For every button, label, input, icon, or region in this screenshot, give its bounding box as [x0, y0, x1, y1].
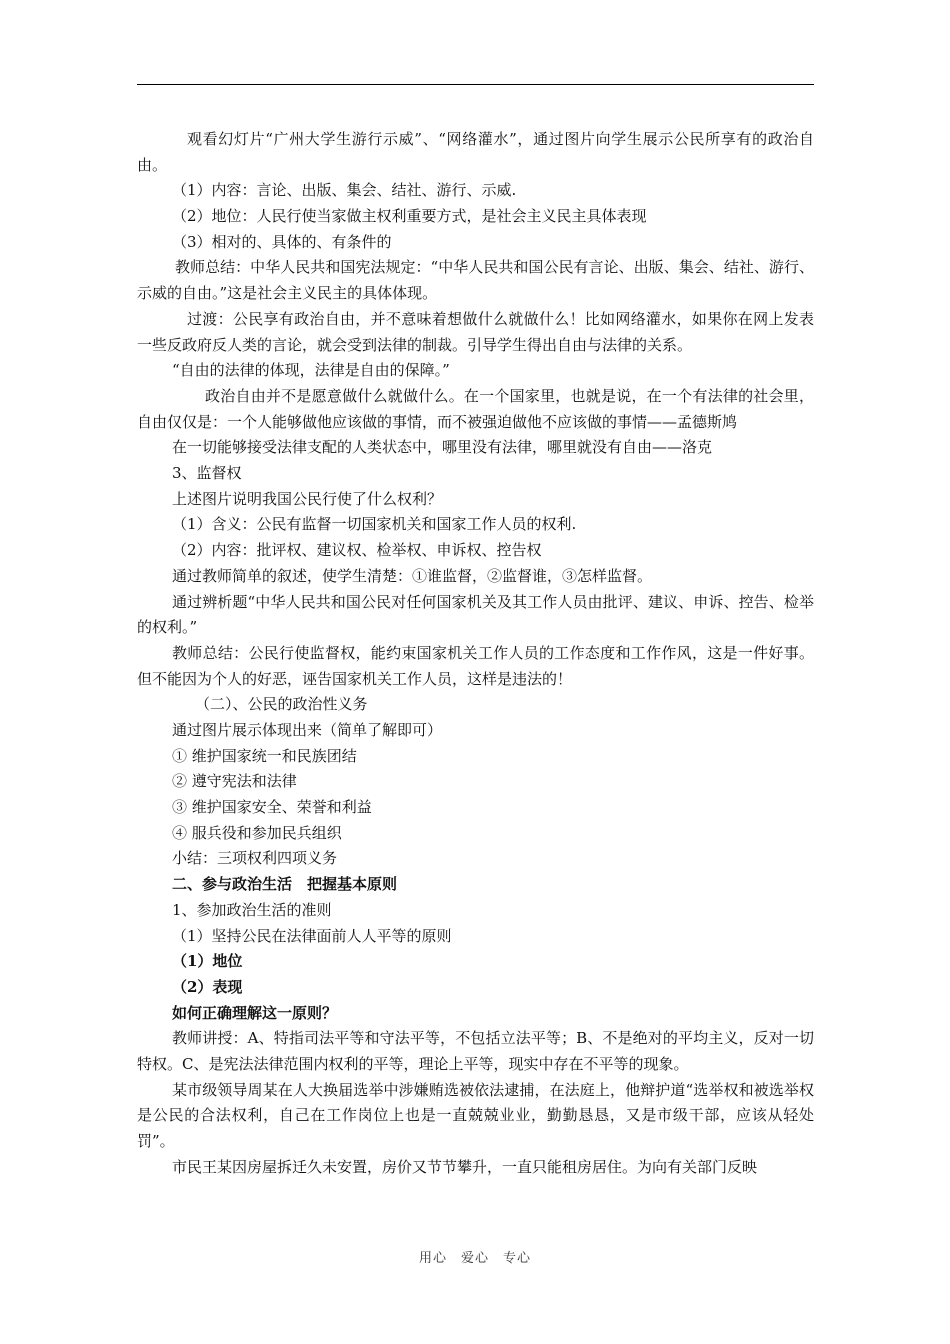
question-heading: 如何正确理解这一原则？: [172, 1003, 338, 1022]
list-item: （2）内容：批评权、建议权、检举权、申诉权、控告权: [172, 541, 542, 560]
document-body: [137, 127, 814, 1180]
list-item: （2）表现: [172, 977, 243, 996]
paragraph: 过渡：公民享有政治自由，并不意味着想做什么就做什么！比如网络灌水，如果你在网上发表一些反政府反人类的言论，就会受到法律的制裁。引导学生得出自由与法律的关系。: [137, 309, 814, 354]
quote-line: 在一切能够接受法律支配的人类状态中，哪里没有法律，哪里就没有自由——洛克: [172, 438, 713, 457]
text-line: 通过图片展示体现出来（简单了解即可）: [172, 721, 443, 739]
section-heading: 3、监督权: [172, 464, 242, 483]
list-item: （1）内容：言论、出版、集会、结社、游行、示威.: [172, 181, 517, 200]
quote-line: “自由的法律的体现，法律是自由的保障。”: [172, 361, 450, 380]
list-item: （3）相对的、具体的、有条件的: [172, 232, 392, 251]
list-item: （1）地位: [172, 952, 243, 971]
list-item: （1）坚持公民在法律面前人人平等的原则: [172, 926, 452, 945]
section-heading: （二）、公民的政治性义务: [195, 695, 368, 714]
paragraph: 某市级领导周某在人大换届选举中涉嫌贿选被依法逮捕，在法庭上，他辩护道“选举权和被选举权是公民的合法权利，自己在工作岗位上也是一直兢兢业业，勤勤恳恳，又是市级干部，应该从轻处罚”。: [137, 1080, 814, 1151]
list-item: ① 维护国家统一和民族团结: [172, 746, 357, 765]
paragraph: 教师总结：中华人民共和国宪法规定：“中华人民共和国公民有言论、出版、集会、结社、游行、示威的自由。”这是社会主义民主的具体体现。: [137, 258, 814, 303]
summary-line: 小结：三项权利四项义务: [172, 849, 338, 868]
paragraph: 教师总结：公民行使监督权，能约束国家机关工作人员的工作态度和工作作风，这是一件好事。但不能因为个人的好恶，诬告国家机关工作人员，这样是违法的！: [137, 643, 814, 688]
quote-paragraph: 政治自由并不是愿意做什么就做什么。在一个国家里，也就是说，在一个有法律的社会里，自由仅仅是：一个人能够做他应该做的事情，而不被强迫做他不应该做的事情——孟德斯鸠: [137, 386, 814, 431]
paragraph: 通过辨析题“中华人民共和国公民对任何国家机关及其工作人员由批评、建议、申诉、控告、检举的权利。”: [137, 592, 814, 637]
paragraph: 观看幻灯片“广州大学生游行示威”、“网络灌水”，通过图片向学生展示公民所享有的政治自由。: [137, 130, 814, 174]
list-item: ③ 维护国家安全、荣誉和利益: [172, 798, 372, 817]
subsection-heading: 1、参加政治生活的准则: [172, 900, 332, 919]
text-line: 上述图片说明我国公民行使了什么权利？: [172, 489, 443, 508]
page-footer: 用心 爱心 专心: [418, 1251, 531, 1266]
list-item: ④ 服兵役和参加民兵组织: [172, 823, 342, 842]
list-item: （1）含义：公民有监督一切国家机关和国家工作人员的权利.: [172, 515, 577, 534]
list-item: （2）地位：人民行使当家做主权利重要方式，是社会主义民主具体表现: [172, 207, 647, 226]
text-line: 市民王某因房屋拆迁久未安置，房价又节节攀升，一直只能租房居住。为向有关部门反映: [172, 1157, 758, 1176]
section-heading: 二、参与政治生活 把握基本原则: [172, 875, 398, 894]
paragraph: 教师讲授：A、特指司法平等和守法平等，不包括立法平等；B、不是绝对的平均主义，反对一切特权。C、是宪法法律范围内权利的平等，理论上平等，现实中存在不平等的现象。: [137, 1029, 814, 1073]
list-item: ② 遵守宪法和法律: [172, 772, 297, 791]
text-line: 通过教师简单的叙述，使学生清楚：①谁监督，②监督谁，③怎样监督。: [172, 566, 653, 585]
header-rule: [137, 84, 814, 85]
